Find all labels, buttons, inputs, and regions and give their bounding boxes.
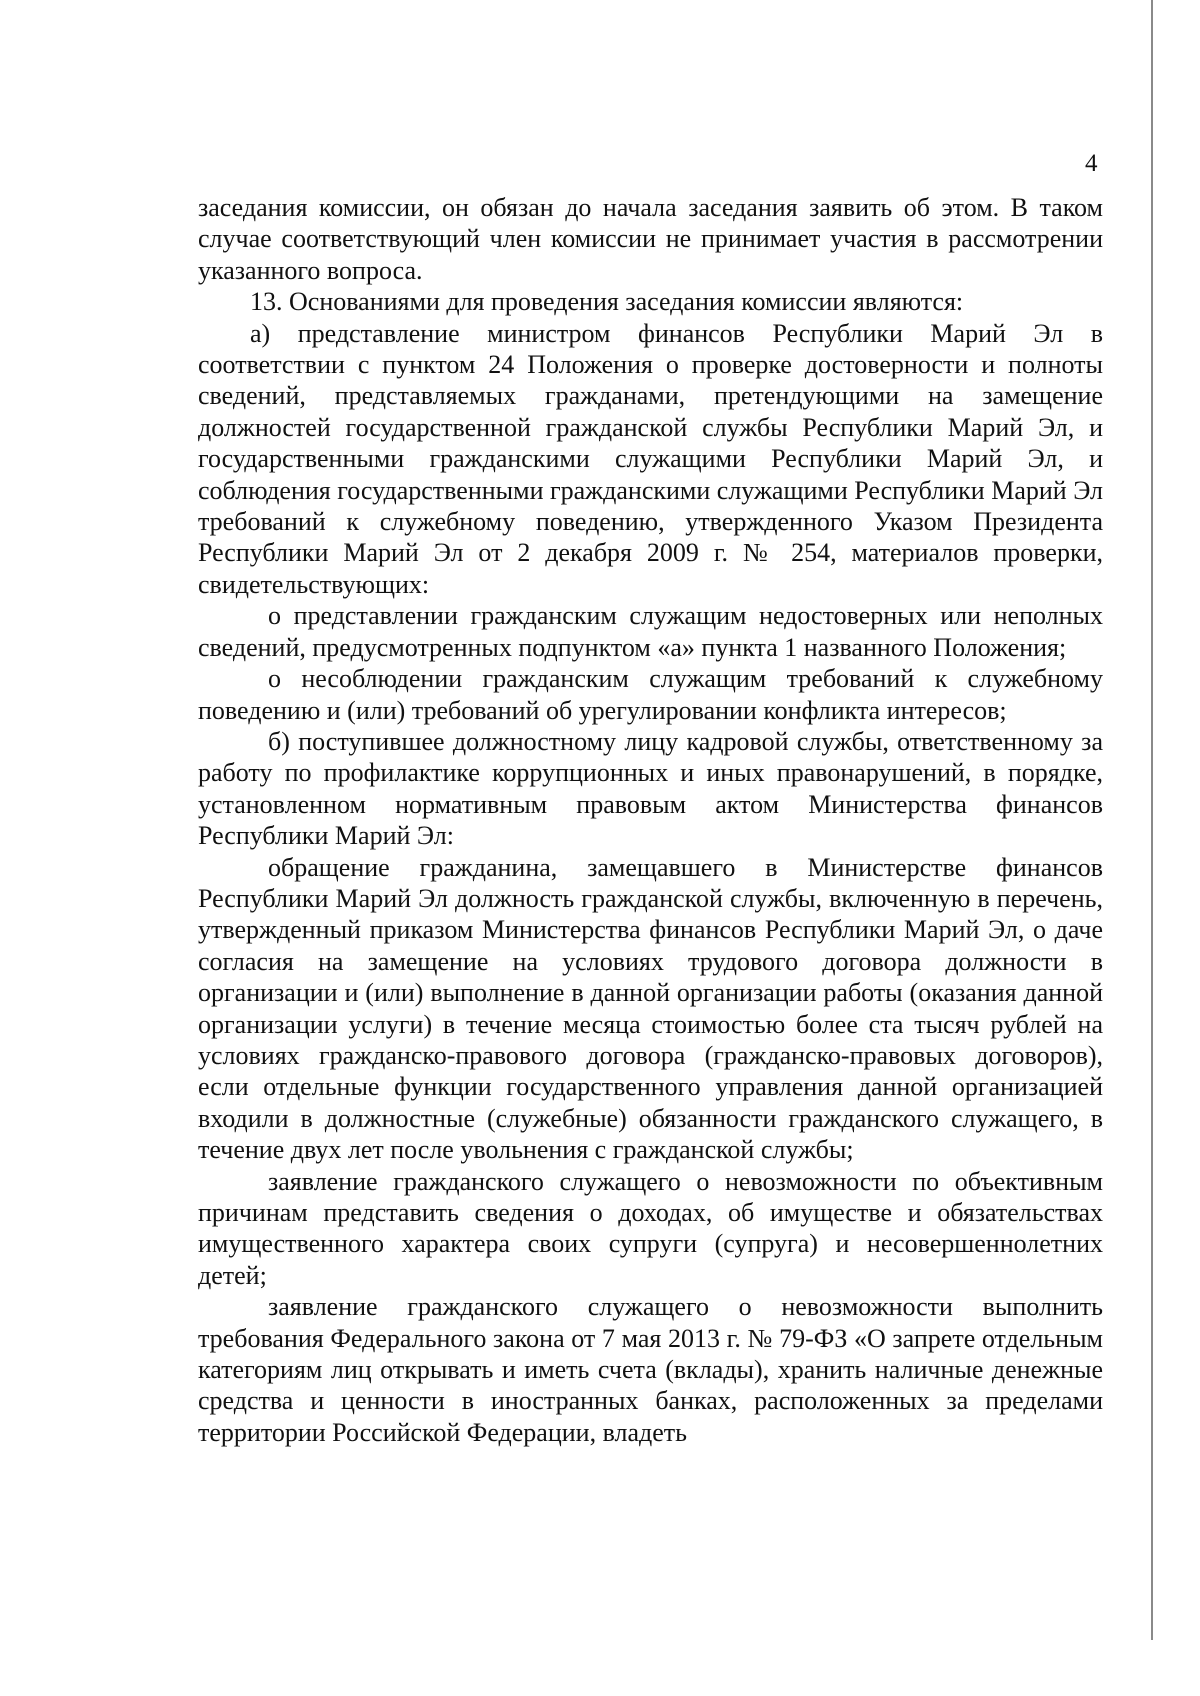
paragraph-income-statement: заявление гражданского служащего о невозможности по объективным причинам представить сведения о доходах, об имуществе и обязательствах имущественного характера своих супруги (супруга) и несовершеннолетних детей; <box>198 1166 1103 1290</box>
paragraph-subitem-a: а) представление министром финансов Республики Марий Эл в соответствии с пунктом 24 Положения о проверке достоверности и полноты сведений, представляемых гражданами, претендующими на замещение должностей государственной гражданской службы Республики Марий Эл, и государственными гражданскими служащими Республики Марий Эл, и соблюдения государственными гражданскими служащими Республики Марий Эл требований к служебному поведению, утвержденного Указом Президента Республики Марий Эл от 2 декабря 2009 г. № 254, материалов проверки, свидетельствующих: <box>198 318 1103 599</box>
page-edge-line <box>1151 0 1153 1640</box>
paragraph-subitem-b: б) поступившее должностному лицу кадровой службы, ответственному за работу по профилактике коррупционных и иных правонарушений, в порядке, установленном нормативным правовым актом Министерства финансов Республики Марий Эл: <box>198 726 1103 851</box>
paragraph-citizen-appeal: обращение гражданина, замещавшего в Министерстве финансов Республики Марий Эл должность гражданской службы, включенную в перечень, утвержденный приказом Министерства финансов Республики Марий Эл, о даче согласия на замещение на условиях трудового договора должности в организации и (или) выполнение в данной организации работы (оказания данной организации услуги) в течение месяца стоимостью более ста тысяч рублей на условиях гражданско-правового договора (гражданско-правовых договоров), если отдельные функции государственного управления данной организацией входили в должностные (служебные) обязанности гражданского служащего, в течение двух лет после увольнения с гражданской службы; <box>198 852 1103 1165</box>
page-number: 4 <box>1085 150 1098 177</box>
paragraph-federal-law: заявление гражданского служащего о невозможности выполнить требования Федерального закона от 7 мая 2013 г. № 79-ФЗ «О запрете отдельным категориям лиц открывать и иметь счета (вклады), хранить наличные денежные средства и ценности в иностранных банках, расположенных за пределами территории Российской Федерации, владеть <box>198 1292 1103 1447</box>
paragraph-unreliable-info: о представлении гражданским служащим недостоверных или неполных сведений, предусмотренных подпунктом «а» пункта 1 названного Положения; <box>198 601 1103 662</box>
document-body <box>198 192 1103 1448</box>
paragraph-continuation: заседания комиссии, он обязан до начала заседания заявить об этом. В таком случае соответствующий член комиссии не принимает участия в рассмотрении указанного вопроса. <box>198 193 1103 285</box>
paragraph-item-13: 13. Основаниями для проведения заседания комиссии являются: <box>250 287 964 317</box>
paragraph-nonobservance: о несоблюдении гражданским служащим требований к служебному поведению и (или) требований об урегулировании конфликта интересов; <box>198 664 1103 725</box>
